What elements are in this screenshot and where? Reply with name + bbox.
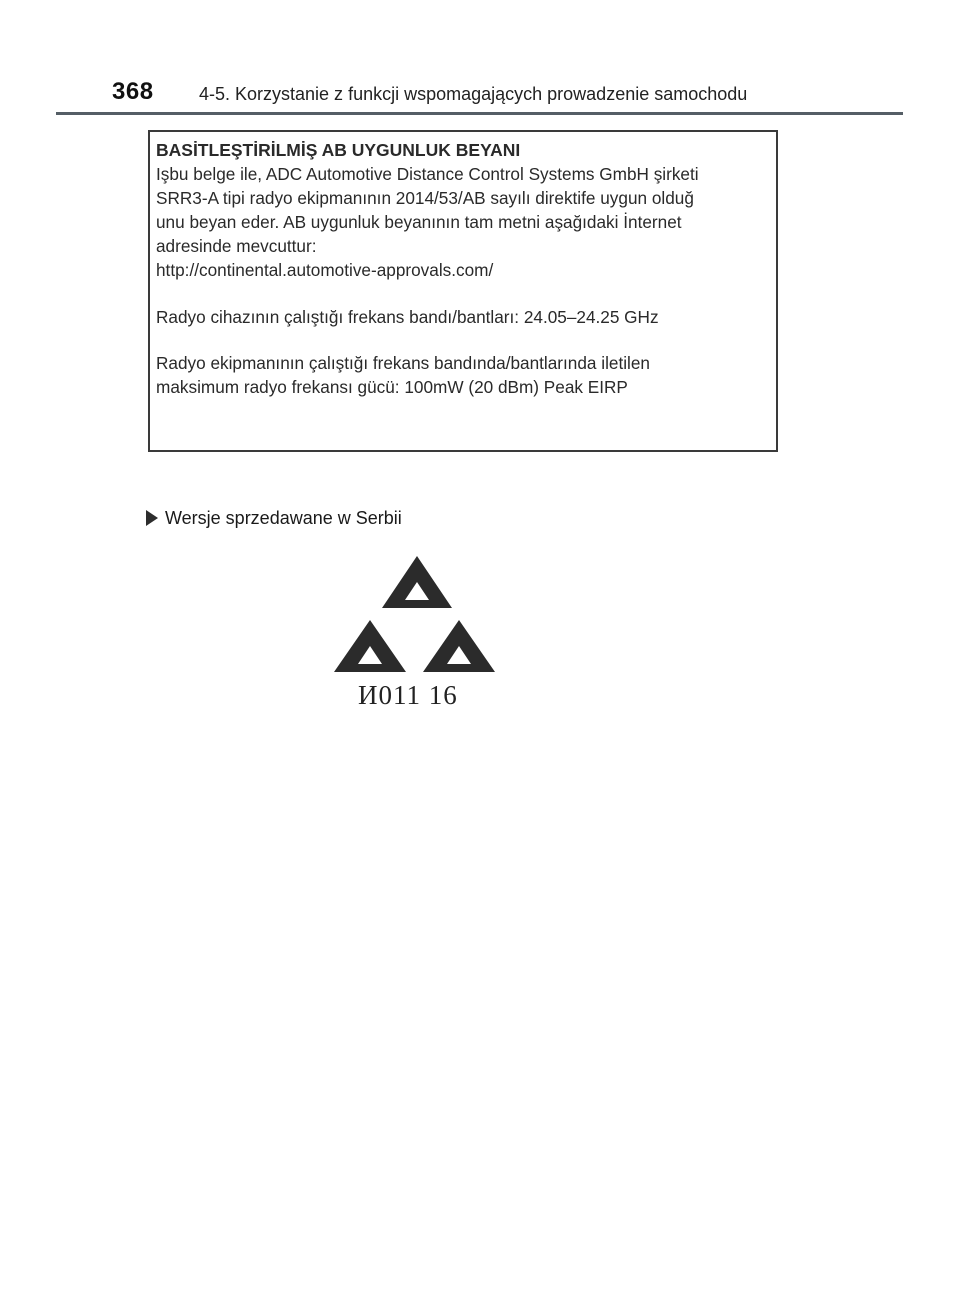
declaration-line: adresinde mevcuttur:	[156, 236, 317, 256]
declaration-title: BASİTLEŞTİRİLMİŞ AB UYGUNLUK BEYANI	[156, 140, 521, 160]
triangle-top-icon	[382, 556, 452, 608]
declaration-frequency-band: Radyo cihazının çalıştığı frekans bandı/bantları: 24.05–24.25 GHz	[156, 307, 659, 327]
triangle-right-icon	[423, 620, 495, 672]
version-note-text: Wersje sprzedawane w Serbii	[165, 508, 402, 528]
declaration-power-line: maksimum radyo frekansı gücü: 100mW (20 dBm) Peak EIRP	[156, 377, 628, 397]
header-divider	[56, 112, 903, 115]
triangle-right-bullet-icon	[146, 510, 158, 526]
declaration-line: unu beyan eder. AB uygunluk beyanının tam metni aşağıdaki İnternet	[156, 212, 682, 232]
section-title: 4-5. Korzystanie z funkcji wspomagających prowadzenie samochodu	[199, 84, 748, 104]
eu-declaration-box	[148, 130, 778, 452]
declaration-spacer	[156, 329, 768, 351]
page-header	[0, 0, 960, 116]
version-note	[146, 508, 402, 529]
certification-code: И011 16	[358, 680, 458, 710]
declaration-line: Işbu belge ile, ADC Automotive Distance Control Systems GmbH şirketi	[156, 164, 699, 184]
declaration-url: http://continental.automotive-approvals.com/	[156, 260, 494, 280]
declaration-spacer	[156, 282, 768, 305]
triangle-left-icon	[334, 620, 406, 672]
serbian-conformity-triangles-icon	[330, 548, 505, 683]
declaration-power-line: Radyo ekipmanının çalıştığı frekans bandında/bantlarında iletilen	[156, 353, 650, 373]
page-number: 368	[112, 78, 154, 105]
declaration-line: SRR3-A tipi radyo ekipmanının 2014/53/AB sayılı direktife uygun olduğ	[156, 188, 694, 208]
